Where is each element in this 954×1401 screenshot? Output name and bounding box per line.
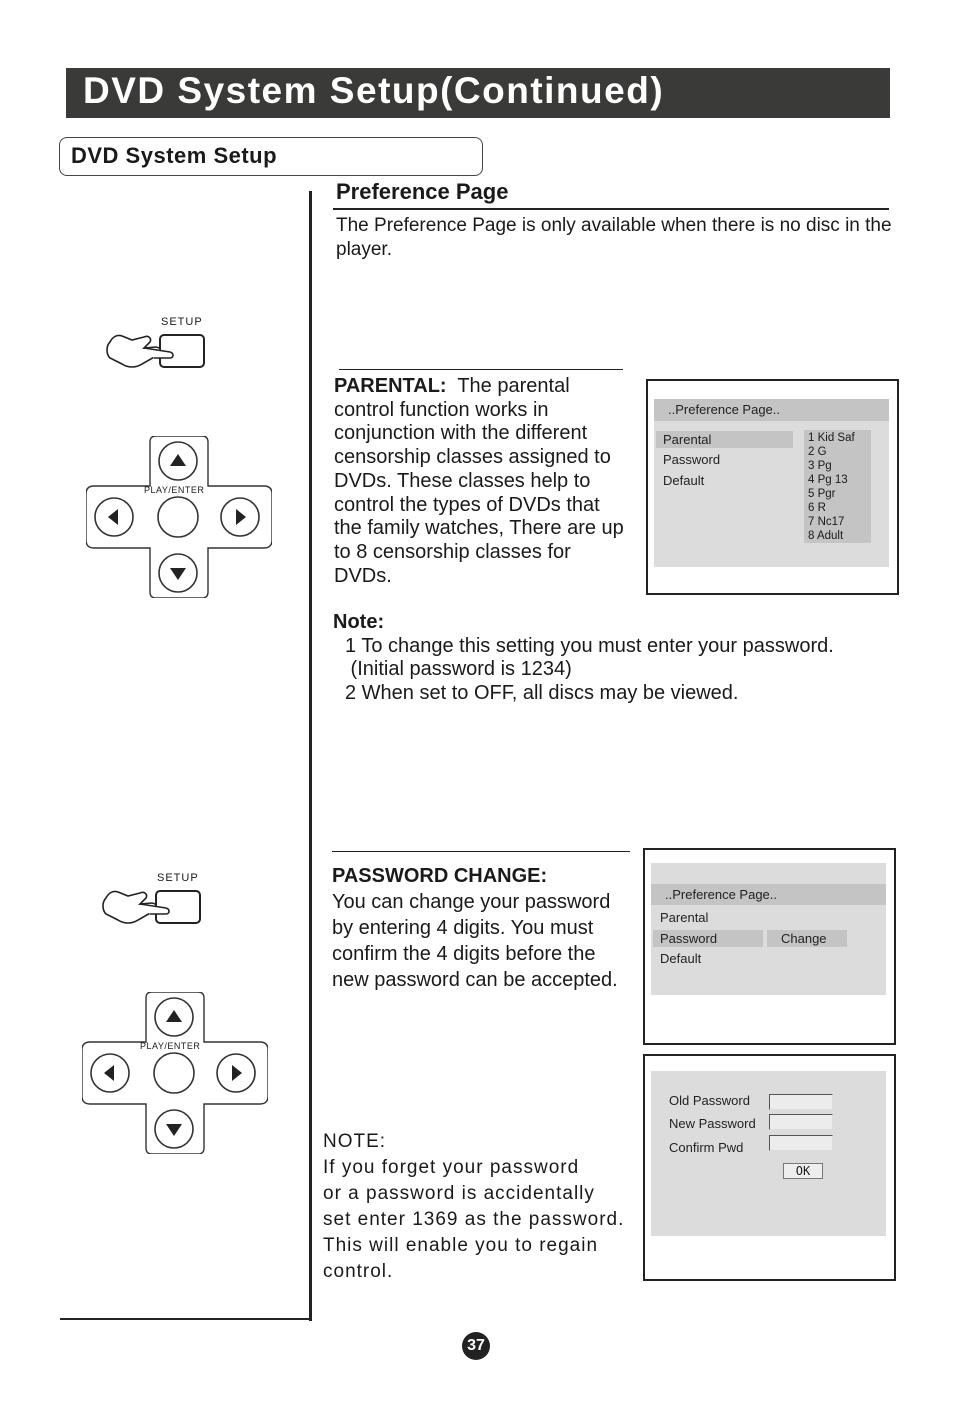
class-option[interactable]: 1 Kid Saf [808,432,855,444]
page-title: DVD System Setup(Continued) [83,70,665,111]
setup-button-illustration-2 [100,870,210,930]
password-change-paragraph [332,863,642,993]
bottom-rule [60,1318,312,1320]
setup-label: SETUP [157,872,199,884]
dpad-icon [86,436,272,598]
forgot-note-line: or a password is accidentally [323,1183,595,1204]
password-change-line: by entering 4 digits. You must [332,917,594,939]
osd-header: ..Preference Page.. [651,884,886,905]
class-option[interactable]: 8 Adult [808,530,844,542]
menu-item-password[interactable]: Password [653,930,763,947]
parental-label: PARENTAL: [334,375,447,397]
menu-item-default[interactable]: Default [660,951,702,966]
title-bar [66,68,890,118]
class-option[interactable]: 6 R [808,502,826,514]
dpad-icon [82,992,268,1154]
class-option[interactable]: 4 Pg 13 [808,474,848,486]
forgot-note-line: NOTE: [323,1131,387,1152]
confirm-password-label: Confirm Pwd [669,1140,744,1155]
page-number: 37 [462,1332,490,1360]
class-option[interactable]: 5 Pgr [808,488,836,500]
password-rule [332,851,630,852]
class-option[interactable]: 2 G [808,446,827,458]
forgot-note-line: set enter 1369 as the password. [323,1209,625,1230]
osd-header: ..Preference Page.. [654,399,889,421]
menu-item-default[interactable]: Default [663,473,705,488]
note-line: 1 To change this setting you must enter your password. [345,634,834,657]
parental-text: The parental control function works in conjunction with the different censorship classes assigned to DVDs. These classes help to control the types of DVDs that the family watches, There are up to 8 censorship classes for DVDs. [334,375,624,587]
forgot-password-note [323,1129,653,1285]
parental-rule [339,369,623,370]
new-password-label: New Password [669,1116,756,1131]
preference-heading: Preference Page [336,179,509,204]
old-password-field[interactable] [769,1094,833,1110]
password-change-line: confirm the 4 digits before the [332,943,596,965]
note-line: (Initial password is 1234) [345,658,572,681]
censorship-class-list [804,430,871,543]
menu-item-password[interactable]: Password [663,452,721,467]
dpad-illustration-1 [86,436,272,598]
password-change-line: You can change your password [332,891,611,913]
osd-password-menu [643,848,896,1045]
dpad-illustration-2 [82,992,268,1154]
ok-button[interactable]: OK [783,1163,823,1179]
class-option[interactable]: 7 Nc17 [808,516,845,528]
note-line: 2 When set to OFF, all discs may be viewed. [345,682,739,705]
password-change-line: new password can be accepted. [332,969,618,991]
change-option[interactable]: Change [767,930,847,947]
preference-intro: The Preference Page is only available when there is no disc in the player. [336,215,892,260]
forgot-note-line: If you forget your password [323,1157,580,1178]
parental-note [333,611,893,706]
menu-item-parental[interactable]: Parental [660,910,709,925]
osd-parental-menu [646,379,899,595]
password-change-label: PASSWORD CHANGE: [332,865,548,887]
play-enter-label: PLAY/ENTER [140,1041,201,1051]
old-password-label: Old Password [669,1093,750,1108]
hand-pressing-setup-icon [100,884,210,930]
forgot-note-line: control. [323,1261,394,1282]
forgot-note-line: This will enable you to regain [323,1235,599,1256]
confirm-password-field[interactable] [769,1135,833,1151]
setup-button-illustration-1 [104,314,214,374]
section-header [59,137,483,176]
play-enter-label: PLAY/ENTER [144,485,205,495]
note-label: Note: [333,611,385,633]
section-title: DVD System Setup [71,143,278,168]
osd-panel [651,863,886,995]
parental-paragraph [334,375,624,588]
class-option[interactable]: 3 Pg [808,460,832,472]
column-divider [309,191,312,1321]
new-password-field[interactable] [769,1114,833,1130]
osd-password-entry [643,1054,896,1281]
heading-rule [333,208,889,210]
hand-pressing-setup-icon [104,328,214,374]
menu-item-parental[interactable]: Parental [656,431,793,448]
setup-label: SETUP [161,316,203,328]
